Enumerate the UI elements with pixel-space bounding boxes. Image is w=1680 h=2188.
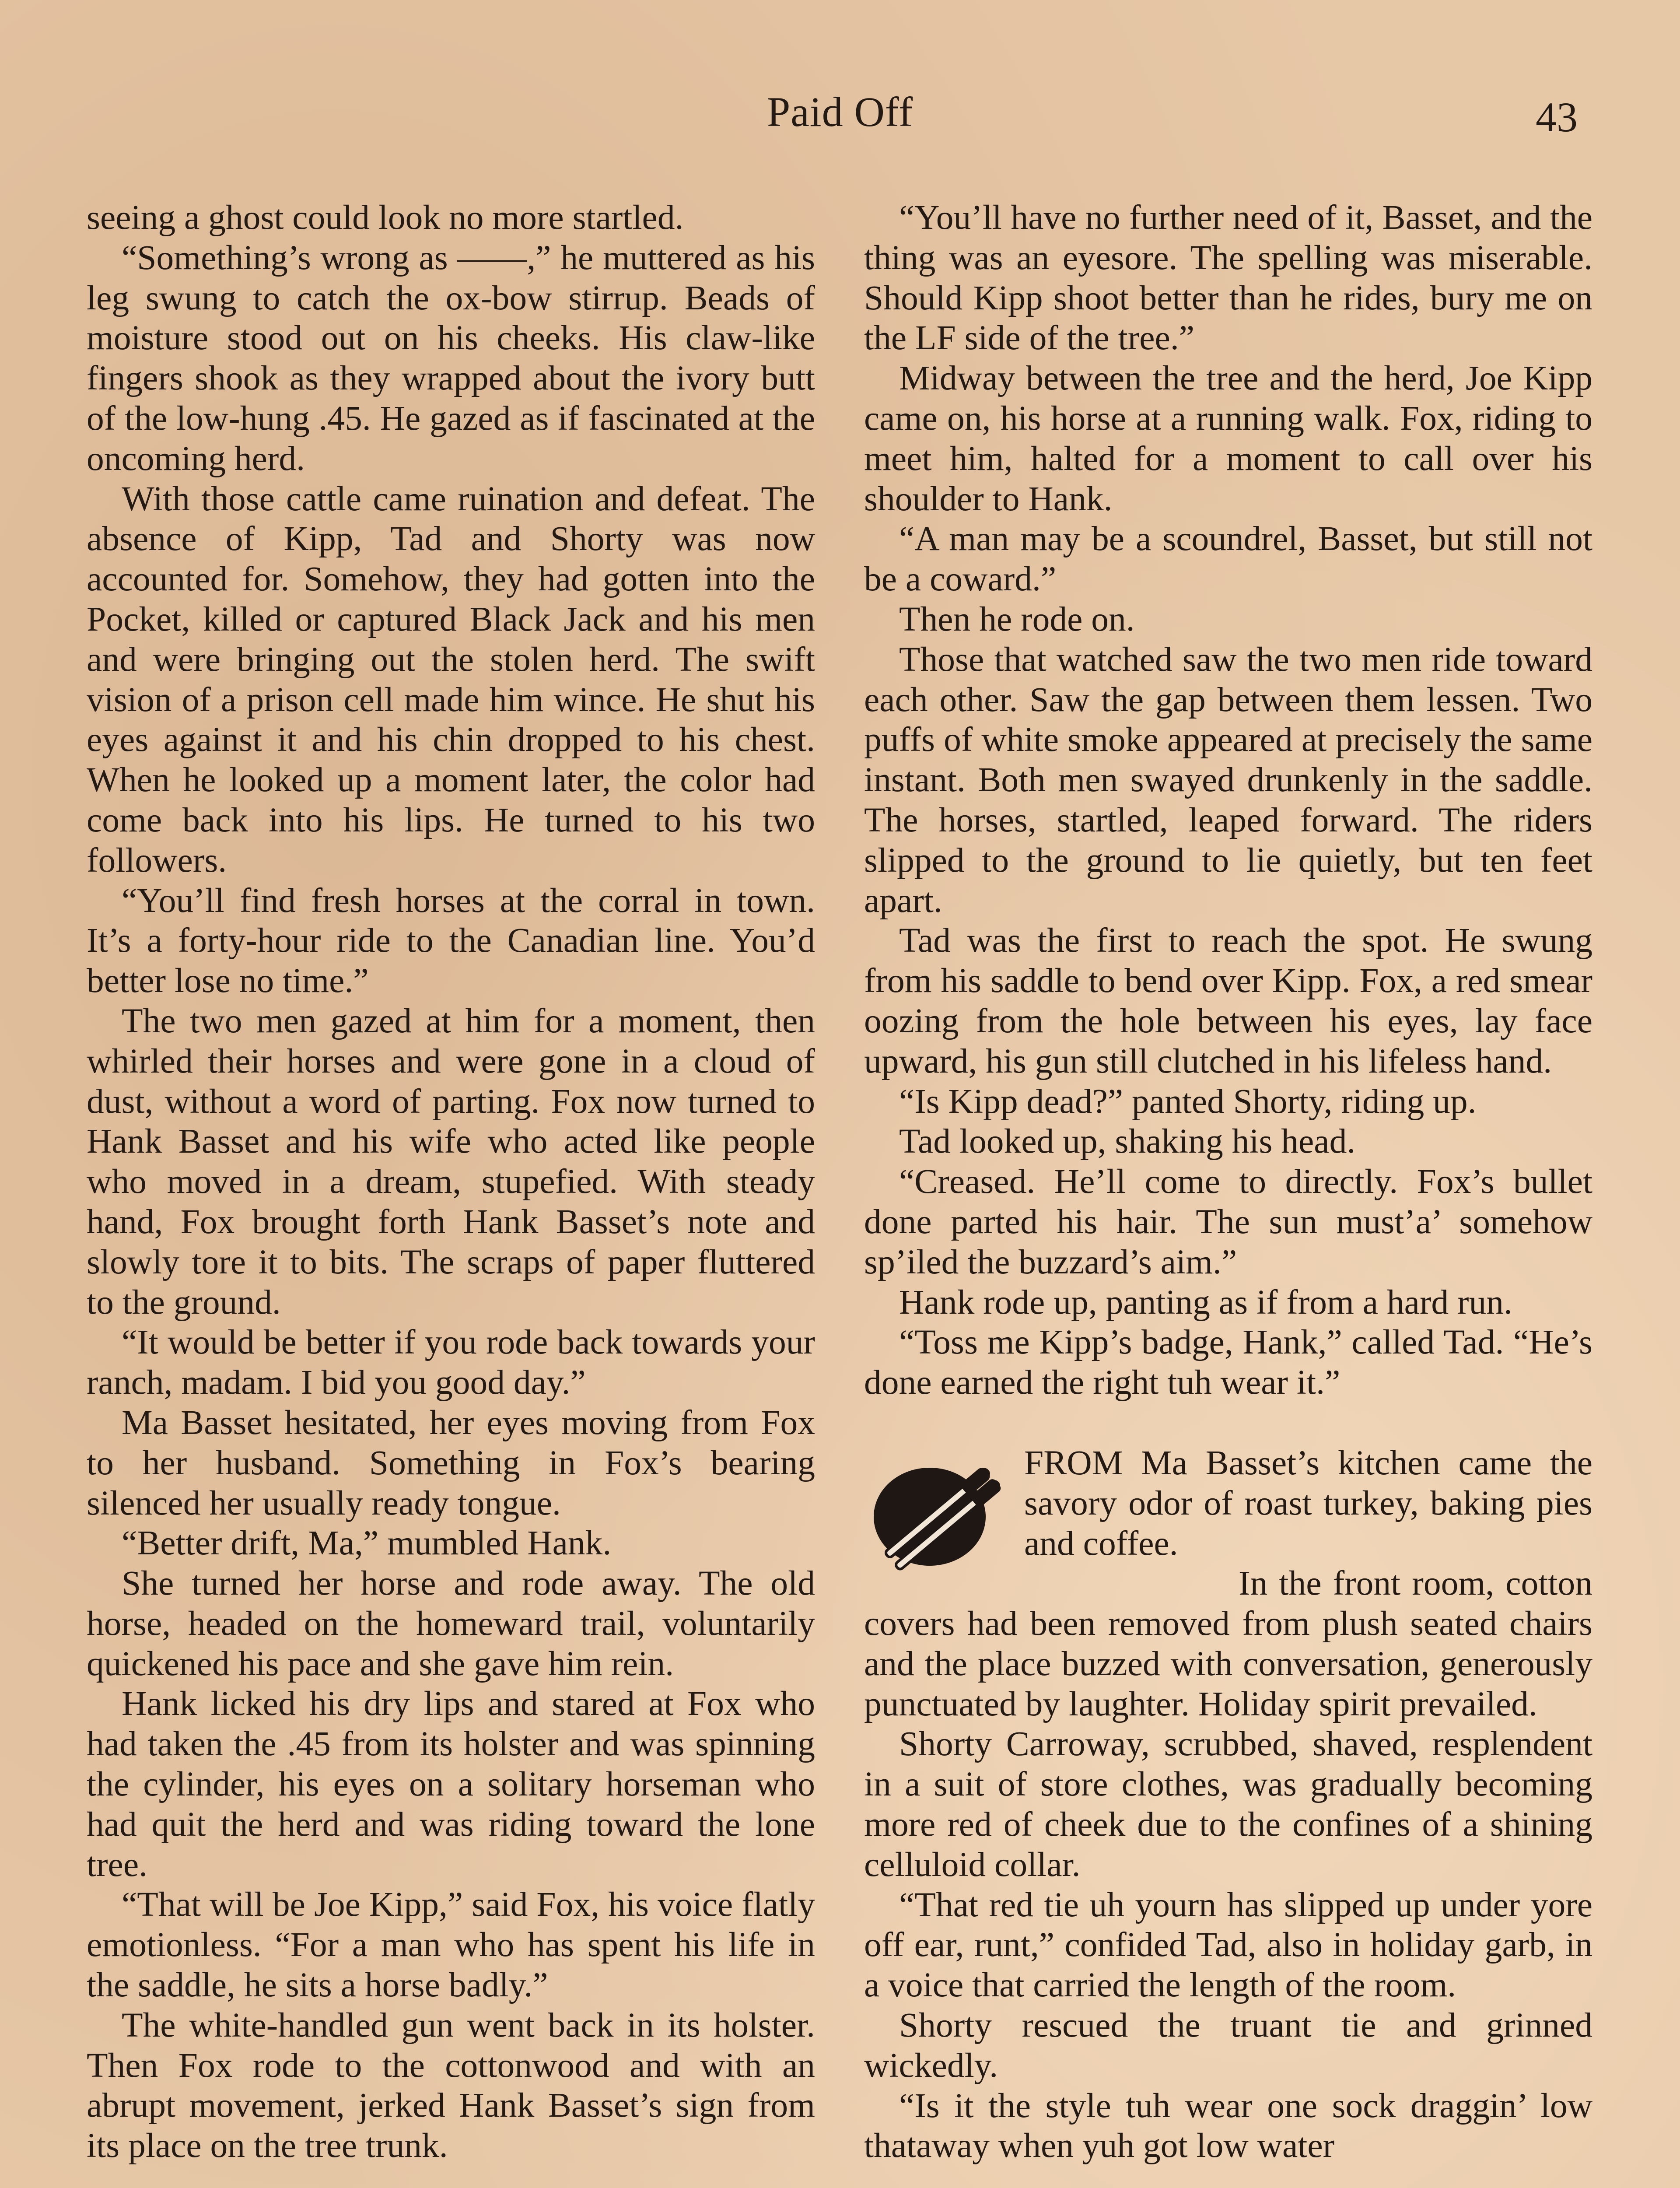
paragraph: “Is Kipp dead?” panted Shorty, riding up. bbox=[899, 1082, 1477, 1121]
paragraph: Then he rode on. bbox=[899, 600, 1135, 638]
paragraph: “Something’s wrong as ——,” he muttered as his leg swung to catch the ox-bow stirrup. Beads of moisture stood out on his cheeks. His claw-like fingers shook as they wrapped about the ivory butt of the low-hung .45. He gazed as if fascinated at the oncoming herd. bbox=[87, 238, 815, 478]
paragraph: Tad looked up, shaking his head. bbox=[899, 1122, 1356, 1161]
paragraph: Shorty Carroway, scrubbed, shaved, resplendent in a suit of store clothes, was gradually becoming more red of cheek due to the confines of a shining celluloid collar. bbox=[864, 1725, 1592, 1884]
paragraph: With those cattle came ruination and defeat. The absence of Kipp, Tad and Shorty was now accounted for. Somehow, they had gotten into the Pocket, killed or captured Black Jack and his men and were bringing out the stolen herd. The swift vision of a prison cell made him wince. He shut his eyes against it and his chin dropped to his chest. When he looked up a moment later, the color had come back into his lips. He turned to his two followers. bbox=[87, 479, 815, 880]
paragraph: seeing a ghost could look no more startled. bbox=[87, 198, 684, 237]
plate-knife-fork-icon bbox=[864, 1451, 1013, 1578]
paragraph: Hank rode up, panting as if from a hard run. bbox=[899, 1283, 1512, 1322]
section-break bbox=[864, 1443, 1592, 1725]
paragraph: “Toss me Kipp’s badge, Hank,” called Tad. “He’s done earned the right tuh wear it.” bbox=[864, 1323, 1592, 1402]
right-column bbox=[864, 198, 1592, 2166]
paragraph: Shorty rescued the truant tie and grinned wickedly. bbox=[864, 2006, 1592, 2085]
paragraph: She turned her horse and rode away. The old horse, headed on the homeward trail, voluntarily quickened his pace and she gave him rein. bbox=[87, 1564, 815, 1683]
paragraph: “It would be better if you rode back towards your ranch, madam. I bid you good day.” bbox=[87, 1323, 815, 1402]
paragraph: In the front room, cotton covers had been removed from plush seated chairs and the place buzzed with conversation, generously punctuated by laughter. Holiday spirit prevailed. bbox=[864, 1564, 1592, 1723]
running-head-title: Paid Off bbox=[766, 88, 914, 135]
paragraph: “You’ll find fresh horses at the corral in town. It’s a forty-hour ride to the Canadian line. You’d better lose no time.” bbox=[87, 881, 815, 1000]
paragraph: “Is it the style tuh wear one sock draggin’ low thataway when yuh got low water bbox=[864, 2086, 1592, 2165]
paragraph: “Better drift, Ma,” mumbled Hank. bbox=[122, 1524, 612, 1563]
paragraph: “That red tie uh yourn has slipped up under yore off ear, runt,” confided Tad, also in holiday garb, in a voice that carried the length of the room. bbox=[864, 1885, 1592, 2005]
section-opening: FROM Ma Basset’s kitchen came the savory odor of roast turkey, baking pies and coffee. bbox=[1024, 1443, 1592, 1563]
paragraph: “A man may be a scoundrel, Basset, but still not be a coward.” bbox=[864, 519, 1592, 599]
paragraph: “You’ll have no further need of it, Basset, and the thing was an eyesore. The spelling was miserable. Should Kipp shoot better than he rides, bury me on the LF side of the tree.” bbox=[864, 198, 1592, 358]
paragraph: Those that watched saw the two men ride toward each other. Saw the gap between them lessen. Two puffs of white smoke appeared at precisely the same instant. Both men swayed drunkenly in the saddle. The horses, startled, leaped forward. The riders slipped to the ground to lie quietly, but ten feet apart. bbox=[864, 640, 1592, 920]
paragraph: “That will be Joe Kipp,” said Fox, his voice flatly emotionless. “For a man who has spent his life in the saddle, he sits a horse badly.” bbox=[87, 1885, 815, 2005]
page-number: 43 bbox=[1536, 94, 1578, 140]
paragraph: Midway between the tree and the herd, Joe Kipp came on, his horse at a running walk. Fox, riding to meet him, halted for a moment to call over his shoulder to Hank. bbox=[864, 359, 1592, 518]
paragraph: Hank licked his dry lips and stared at Fox who had taken the .45 from its holster and was spinning the cylinder, his eyes on a solitary horseman who had quit the herd and was riding toward the lone tree. bbox=[87, 1684, 815, 1884]
paragraph: Ma Basset hesitated, her eyes moving from Fox to her husband. Something in Fox’s bearing silenced her usually ready tongue. bbox=[87, 1403, 815, 1522]
paragraph: “Creased. He’ll come to directly. Fox’s bullet done parted his hair. The sun must’a’ somehow sp’iled the buzzard’s aim.” bbox=[864, 1162, 1592, 1281]
paragraph: The two men gazed at him for a moment, then whirled their horses and were gone in a cloud of dust, without a word of parting. Fox now turned to Hank Basset and his wife who acted like people who moved in a dream, stupefied. With steady hand, Fox brought forth Hank Basset’s note and slowly tore it to bits. The scraps of paper fluttered to the ground. bbox=[87, 1001, 815, 1322]
paragraph: Tad was the first to reach the spot. He swung from his saddle to bend over Kipp. Fox, a red smear oozing from the hole between his eyes, lay face upward, his gun still clutched in his lifeless hand. bbox=[864, 921, 1592, 1080]
paragraph: The white-handled gun went back in its holster. Then Fox rode to the cottonwood and with an abrupt movement, jerked Hank Basset’s sign from its place on the tree trunk. bbox=[87, 2006, 815, 2165]
left-column bbox=[87, 198, 815, 2166]
